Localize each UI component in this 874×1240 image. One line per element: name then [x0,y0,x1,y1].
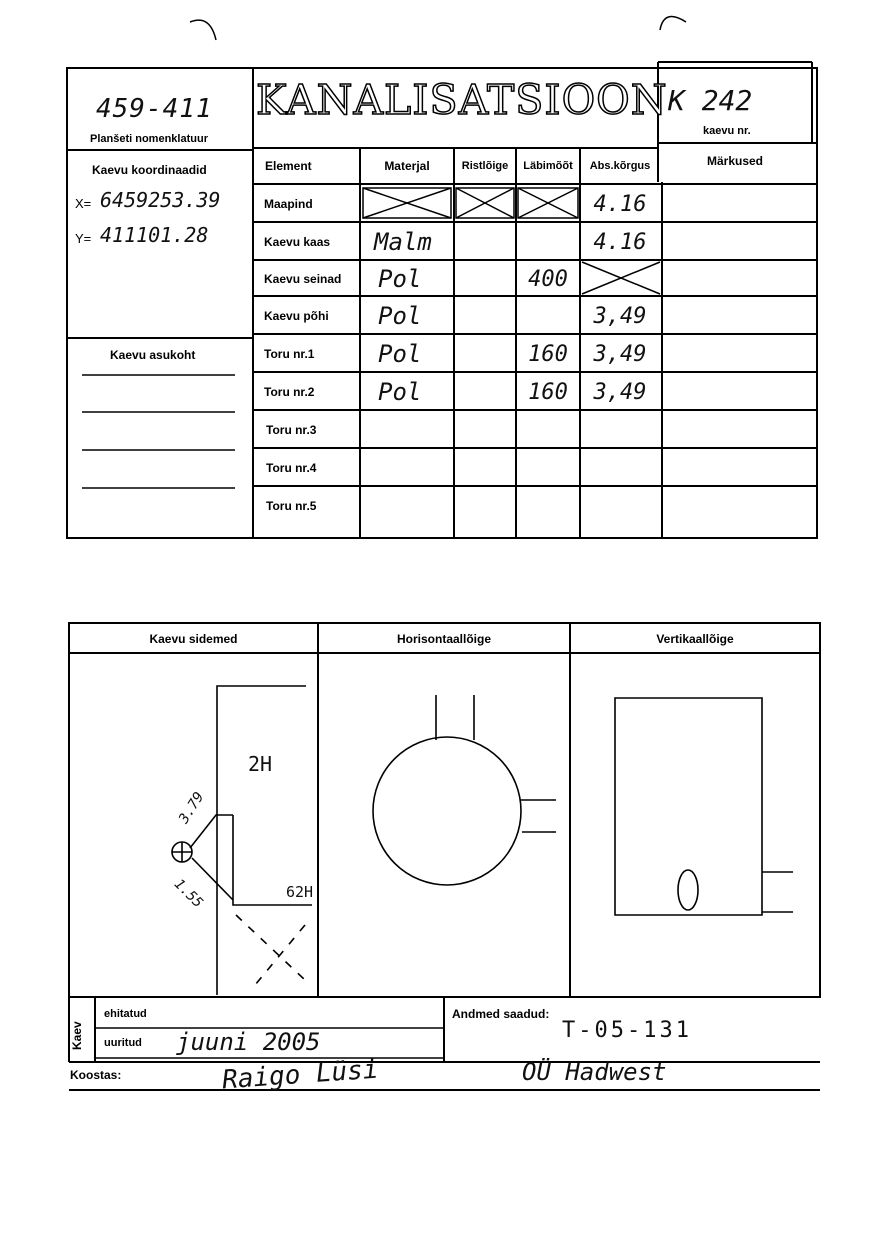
coordinates-label: Kaevu koordinaadid [92,163,207,177]
row-abs-height: 3,49 [593,303,647,329]
row-element: Toru nr.5 [266,499,317,513]
row-material: Malm [374,228,432,256]
well-number-label: kaevu nr. [703,125,751,137]
row-abs-height: 3,49 [593,341,647,367]
data-source-label: Andmed saadud: [452,1007,550,1021]
kaev-label: Kaev [70,1021,84,1050]
row-element: Kaevu kaas [264,235,331,249]
built-label: ehitatud [104,1008,147,1020]
well-number-value: K 242 [668,84,753,117]
location-label: Kaevu asukoht [110,348,196,362]
header-notes: Märkused [706,154,764,168]
row-material: Pol [378,378,422,406]
row-element: Kaevu põhi [264,309,329,323]
row-diameter: 160 [528,341,568,367]
compiled-name: Raigo Lüsi [221,1054,380,1096]
y-coordinate-value: 411101.28 [100,223,209,247]
row-abs-height: 4.16 [593,229,647,255]
row-material: Pol [378,265,422,293]
header-cross-section: Ristlõige [461,160,509,172]
compiled-company: OÜ Hadwest [522,1058,667,1086]
connections-sketch [172,686,312,995]
vertical-section-sketch [615,698,793,915]
y-prefix: Y= [75,231,92,246]
horizontal-section-sketch [373,695,556,885]
header-material: Materjal [384,159,430,173]
x-prefix: X= [75,196,92,211]
row-material: Pol [378,302,422,330]
header-abs-height: Abs.kõrgus [589,160,651,172]
row-diameter: 160 [528,379,568,405]
sketch-header-horizontal: Horisontaallõige [396,632,491,646]
row-material: Pol [378,340,422,368]
nomenclature-label: Planšeti nomenklatuur [90,133,208,145]
row-element: Toru nr.3 [266,423,317,437]
dimension-a: 3.79 [176,789,208,827]
row-element: Toru nr.1 [264,347,315,361]
sketch-header-connections: Kaevu sidemed [149,632,238,646]
header-element: Element [265,159,312,173]
label-62h: 62H [286,883,314,901]
data-source-value: T-05-131 [562,1018,692,1043]
compiled-label: Koostas: [70,1068,122,1082]
row-abs-height: 3,49 [593,379,647,405]
sketch-header-vertical: Vertikaallõige [656,632,734,646]
x-coordinate-value: 6459253.39 [100,188,221,212]
surveyed-value: juuni 2005 [176,1028,321,1056]
dimension-b: 1.55 [170,876,206,912]
row-element: Maapind [264,197,313,211]
row-element: Kaevu seinad [264,272,342,286]
header-diameter: Läbimõõt [523,160,573,172]
row-abs-height: 4.16 [593,191,647,217]
row-diameter: 400 [528,266,568,292]
surveyed-label: uuritud [104,1037,142,1049]
nomenclature-value: 459-411 [96,94,213,124]
row-element: Toru nr.4 [266,461,317,475]
label-2h: 2H [248,752,273,776]
row-element: Toru nr.2 [264,385,315,399]
page-title: KANALISATSIOON [256,76,668,124]
